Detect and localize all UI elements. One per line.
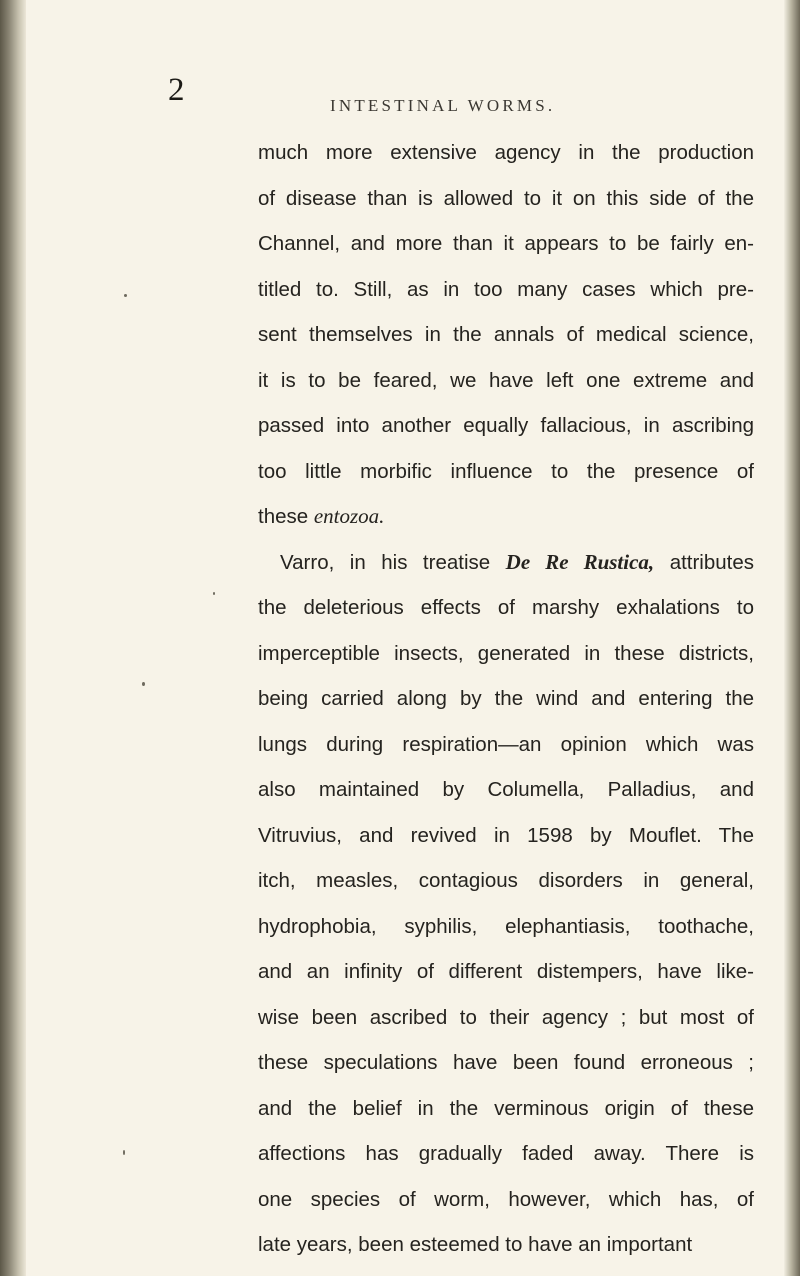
page-edge-shadow [784, 0, 800, 1276]
body-text [258, 130, 754, 1268]
text-line: also maintained by Columella, Palladius, and [258, 778, 754, 801]
text-line: too little morbific influence to the presence of [258, 459, 754, 483]
italic-term: entozoa. [313, 504, 385, 528]
text-line: titled to. Still, as in too many cases which pre- [258, 277, 754, 301]
text-line: and the belief in the verminous origin of these [258, 1096, 754, 1120]
text-line: passed into another equally fallacious, in ascribing [258, 414, 754, 437]
text-line: Vitruvius, and revived in 1598 by Mouflet. The [258, 823, 754, 847]
text-line: and an infinity of different distempers, have like- [258, 960, 754, 983]
text-line: of disease than is allowed to it on this side of the [258, 186, 754, 210]
running-head: INTESTINAL WORMS. [330, 96, 556, 115]
text-fragment: Varro, in his treatise [280, 550, 491, 574]
book-spine-shadow [0, 0, 26, 1276]
text-line: being carried along by the wind and entering the [258, 687, 754, 710]
text-line: these speculations have been found erroneous ; [258, 1051, 754, 1074]
text-line: the deleterious effects of marshy exhalations to [258, 596, 754, 619]
text-line: it is to be feared, we have left one extreme and [258, 368, 754, 392]
text-line: one species of worm, however, which has, of [258, 1187, 754, 1211]
text-fragment: attributes [669, 550, 755, 574]
paper-speck [213, 592, 215, 595]
text-line: late years, been esteemed to have an important [258, 1233, 693, 1256]
page-number: 2 [168, 72, 185, 108]
text-line: sent themselves in the annals of medical science, [258, 323, 754, 346]
text-line [258, 540, 754, 586]
paper-speck [142, 682, 145, 686]
text-line: hydrophobia, syphilis, elephantiasis, toothache, [258, 914, 754, 938]
text-line: affections has gradually faded away. There is [258, 1142, 754, 1165]
text-fragment: these [258, 505, 309, 528]
paper-speck [123, 1150, 125, 1155]
paper-speck [124, 294, 127, 297]
italic-title: De Re Rustica, [505, 549, 655, 574]
text-line: imperceptible insects, generated in these districts, [258, 641, 754, 665]
text-line: lungs during respiration—an opinion which was [258, 732, 754, 756]
text-line: much more extensive agency in the production [258, 141, 754, 164]
text-line: wise been ascribed to their agency ; but most of [258, 1005, 754, 1029]
text-line [258, 494, 754, 540]
text-line: itch, measles, contagious disorders in general, [258, 869, 754, 892]
text-line: Channel, and more than it appears to be fairly en- [258, 232, 754, 255]
